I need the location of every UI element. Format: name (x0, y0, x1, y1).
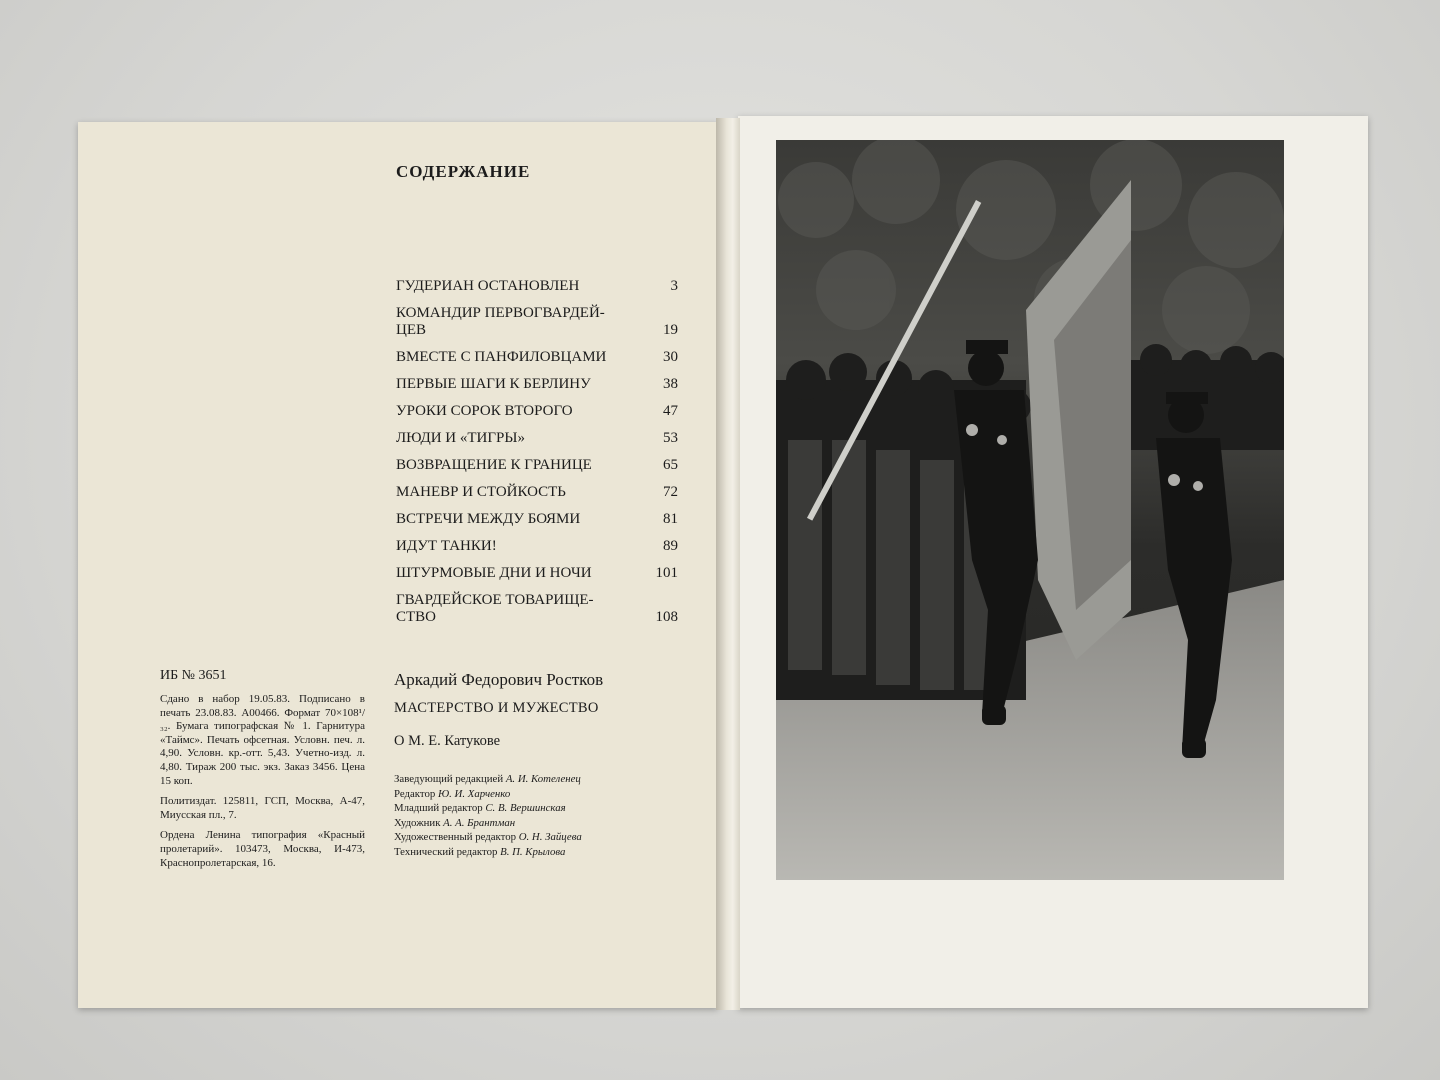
toc-entry-title: ЛЮДИ И «ТИГРЫ» (396, 430, 525, 446)
table-of-contents (396, 278, 680, 636)
credit-role: Младший редактор (394, 802, 483, 815)
editorial-credits (394, 772, 684, 860)
credit-name: О. Н. Зайцева (518, 831, 582, 844)
credit-name: Ю. И. Харченко (437, 787, 511, 800)
toc-entry-page: 19 (663, 322, 678, 338)
imprint-printer: Ордена Ленина типография «Красный пролетарий». 103473, Москва, И-473, Краснопролетарская, 16. (160, 829, 365, 869)
imprint-production: Сдано в набор 19.05.83. Подписано в печать 23.08.83. А00466. Формат 70×108¹/₃₂. Бумага типографская № 1. Гарнитура «Таймс». Печать офсетная. Условн. печ. л. 4,90. Условн. кр.-отт. 5,43. Учетно-изд. л. 4,80. Тираж 200 тыс. экз. Заказ 3456. Цена 15 коп. (160, 693, 365, 787)
credit-line (394, 801, 684, 816)
photo-illustration (776, 140, 1284, 880)
credit-name: В. П. Крылова (500, 845, 566, 858)
credit-name: А. А. Брантман (443, 816, 516, 829)
imprint-block (160, 693, 365, 877)
book-author: Аркадий Федорович Ростков (394, 670, 604, 689)
toc-entry (396, 349, 680, 366)
toc-entry-page: 53 (663, 430, 678, 446)
toc-entry-title: ГВАРДЕЙСКОЕ ТОВАРИЩЕ- (396, 592, 594, 608)
toc-entry-page: 108 (655, 609, 678, 625)
toc-entry-page: 47 (663, 403, 678, 419)
toc-entry-page: 3 (670, 278, 678, 294)
credit-name: А. И. Котеленец (505, 773, 581, 785)
toc-entry-page: 65 (663, 457, 678, 473)
toc-entry-title: МАНЕВР И СТОЙКОСТЬ (396, 484, 566, 500)
historical-photo (776, 140, 1284, 880)
toc-entry-title: ШТУРМОВЫЕ ДНИ И НОЧИ (396, 565, 592, 581)
toc-entry-title: ВМЕСТЕ С ПАНФИЛОВЦАМИ (396, 349, 607, 365)
toc-entry (396, 484, 680, 501)
toc-entry-title: ПЕРВЫЕ ШАГИ К БЕРЛИНУ (396, 376, 591, 392)
toc-entry-title: КОМАНДИР ПЕРВОГВАРДЕЙ- (396, 305, 605, 321)
credit-role: Художник (394, 816, 441, 829)
credit-line (394, 830, 684, 845)
toc-entry (396, 376, 680, 393)
imprint-publisher: Политиздат. 125811, ГСП, Москва, А-47, Миусская пл., 7. (160, 795, 365, 821)
toc-entry (396, 592, 680, 626)
toc-entry-title: ИДУТ ТАНКИ! (396, 538, 497, 554)
toc-entry (396, 430, 680, 447)
credit-line (394, 787, 684, 802)
toc-entry-title: ВСТРЕЧИ МЕЖДУ БОЯМИ (396, 511, 581, 527)
toc-entry (396, 511, 680, 528)
toc-entry (396, 305, 680, 339)
toc-entry-title: УРОКИ СОРОК ВТОРОГО (396, 403, 573, 419)
toc-entry-title: СТВО (396, 609, 437, 625)
book-title: МАСТЕРСТВО И МУЖЕСТВО (394, 700, 599, 716)
book-gutter (716, 118, 740, 1010)
credit-role: Редактор (394, 787, 436, 800)
toc-entry (396, 278, 680, 295)
toc-entry-page: 89 (663, 538, 678, 554)
credit-role: Технический редактор (394, 845, 498, 858)
toc-title: СОДЕРЖАНИЕ (396, 162, 531, 181)
book-subject: О М. Е. Катукове (394, 733, 501, 749)
credit-line (394, 845, 684, 860)
ib-number: ИБ № 3651 (160, 668, 227, 683)
toc-entry (396, 565, 680, 582)
credit-role: Заведующий редакцией (394, 773, 504, 785)
credit-line (394, 772, 684, 787)
toc-entry (396, 403, 680, 420)
toc-entry-title: ВОЗВРАЩЕНИЕ К ГРАНИЦЕ (396, 457, 592, 473)
toc-entry-page: 38 (663, 376, 678, 392)
toc-entry (396, 538, 680, 555)
toc-entry-page: 72 (663, 484, 678, 500)
credit-role: Художественный редактор (394, 831, 517, 844)
toc-entry-page: 81 (663, 511, 678, 527)
toc-entry-page: 30 (663, 349, 678, 365)
toc-entry (396, 457, 680, 474)
toc-entry-title: ГУДЕРИАН ОСТАНОВЛЕН (396, 278, 580, 294)
toc-entry-page: 101 (655, 565, 678, 581)
toc-entry-title: ЦЕВ (396, 322, 426, 338)
credit-line (394, 816, 684, 831)
credit-name: С. В. Вершинская (485, 802, 566, 815)
